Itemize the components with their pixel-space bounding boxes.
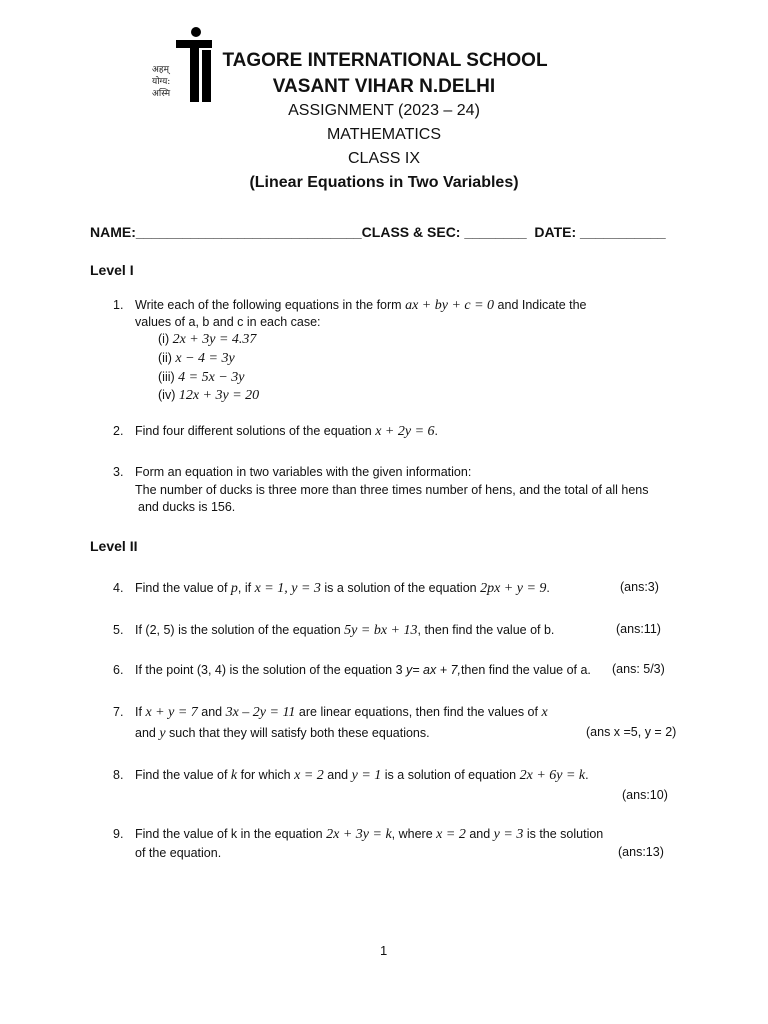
equation: x = 2 [294, 768, 324, 783]
punctuation: . [434, 424, 439, 438]
question-1-line-1 [135, 297, 587, 314]
name-class-date-line: NAME:_____________________________CLASS & SEC: ________ DATE: ___________ [90, 224, 666, 240]
equation: x + 2y = 6 [375, 424, 435, 439]
question-number: 9. [113, 827, 124, 841]
question-7-line-1 [135, 704, 548, 721]
part-label: (iv) [158, 388, 176, 402]
variable: p [230, 581, 238, 596]
question-number: 1. [113, 298, 124, 312]
question-1-part [158, 331, 256, 348]
question-text: Write each of the following equations in the form [135, 298, 402, 312]
question-text: Find the value of [135, 581, 228, 595]
school-name: TAGORE INTERNATIONAL SCHOOL [222, 50, 548, 71]
part-label: (iii) [158, 370, 175, 384]
question-9-line-1 [135, 826, 603, 843]
question-number: 6. [113, 663, 124, 677]
logo-motto-line: अहम् [152, 65, 170, 75]
equation: y = 3 [493, 827, 524, 842]
question-2 [135, 423, 438, 440]
level-2-heading: Level II [90, 538, 138, 554]
question-text: then find the value of a. [460, 663, 591, 677]
question-text: , where [391, 827, 433, 841]
subject-title: MATHEMATICS [326, 126, 442, 143]
logo-motto-line: अस्मि [152, 89, 171, 99]
question-text: Find the value of [135, 768, 228, 782]
question-text: If (2, 5) is the solution of the equation [135, 623, 341, 637]
equation: 4 = 5x − 3y [178, 370, 245, 385]
question-number: 5. [113, 623, 124, 637]
equation: x + y = 7 [145, 705, 198, 720]
assignment-title: ASSIGNMENT (2023 – 24) [288, 102, 480, 119]
part-label: (ii) [158, 351, 172, 365]
equation: x − 4 = 3y [175, 351, 235, 366]
question-5 [135, 622, 554, 639]
question-text: If the point (3, 4) is the solution of the equation 3 [135, 663, 403, 677]
variable: k [230, 768, 238, 783]
equation: 2x + 3y = 4.37 [172, 332, 257, 347]
punctuation: . [546, 581, 550, 595]
logo-motto-line: योग्य: [152, 77, 171, 87]
answer: (ans: 5/3) [612, 662, 665, 676]
question-text: Find the value of k in the equation [135, 827, 323, 841]
question-text: such that they will satisfy both these equations. [169, 726, 430, 740]
question-text: and [201, 705, 223, 719]
equation: 5y = bx + 13 [344, 623, 418, 638]
question-text: Find four different solutions of the equation [135, 424, 372, 438]
question-text: , then find the value of b. [417, 623, 555, 637]
question-1-part [158, 387, 259, 404]
question-text: and [135, 726, 156, 740]
question-text: and Indicate the [497, 298, 587, 312]
question-1-part [158, 350, 235, 367]
page-number: 1 [380, 943, 388, 958]
question-text: , if [237, 581, 252, 595]
punctuation: . [585, 768, 589, 782]
variable: x [541, 705, 548, 720]
equation: x = 1, y = 3 [254, 581, 321, 596]
question-3-line-2: The number of ducks is three more than three times number of hens, and the total of all hens [135, 483, 649, 497]
question-text: is the solution [526, 827, 604, 841]
question-text: and [327, 768, 349, 782]
class-title: CLASS IX [347, 150, 421, 167]
equation: y = 1 [351, 768, 382, 783]
equation: x = 2 [436, 827, 466, 842]
variable: y [159, 726, 166, 741]
question-text: for which [240, 768, 291, 782]
question-number: 7. [113, 705, 124, 719]
level-1-heading: Level I [90, 262, 134, 278]
answer: (ans:13) [618, 845, 664, 859]
equation: 2px + y = 9 [480, 581, 547, 596]
question-4 [135, 580, 550, 597]
question-9-line-2: of the equation. [135, 846, 222, 860]
question-number: 2. [113, 424, 124, 438]
topic-title: (Linear Equations in Two Variables) [249, 174, 519, 191]
question-1-part [158, 369, 244, 386]
equation: ax + by + c = 0 [405, 298, 495, 313]
equation: 2x + 3y = k [326, 827, 392, 842]
school-location: VASANT VIHAR N.DELHI [272, 76, 496, 97]
equation: 3x – 2y = 11 [225, 705, 296, 720]
equation: 2x + 6y = k [519, 768, 586, 783]
answer: (ans:11) [616, 622, 661, 636]
question-text: If [135, 705, 142, 719]
equation: y= ax + 7, [406, 663, 461, 677]
answer: (ans:3) [620, 580, 659, 594]
question-3-line-1: Form an equation in two variables with the given information: [135, 465, 472, 479]
part-label: (i) [158, 332, 170, 346]
answer: (ans x =5, y = 2) [586, 725, 677, 739]
question-number: 3. [113, 465, 124, 479]
question-3-line-3: and ducks is 156. [138, 500, 236, 514]
question-number: 8. [113, 768, 124, 782]
question-text: and [469, 827, 491, 841]
question-6 [135, 662, 591, 679]
question-7-line-2 [135, 725, 430, 742]
question-text: is a solution of the equation [324, 581, 477, 595]
equation: 12x + 3y = 20 [178, 388, 260, 403]
question-text: are linear equations, then find the values of [298, 705, 538, 719]
question-number: 4. [113, 581, 124, 595]
question-text: is a solution of equation [384, 768, 517, 782]
question-1-line-2: values of a, b and c in each case: [135, 315, 321, 329]
answer: (ans:10) [622, 788, 668, 802]
question-8 [135, 767, 589, 784]
